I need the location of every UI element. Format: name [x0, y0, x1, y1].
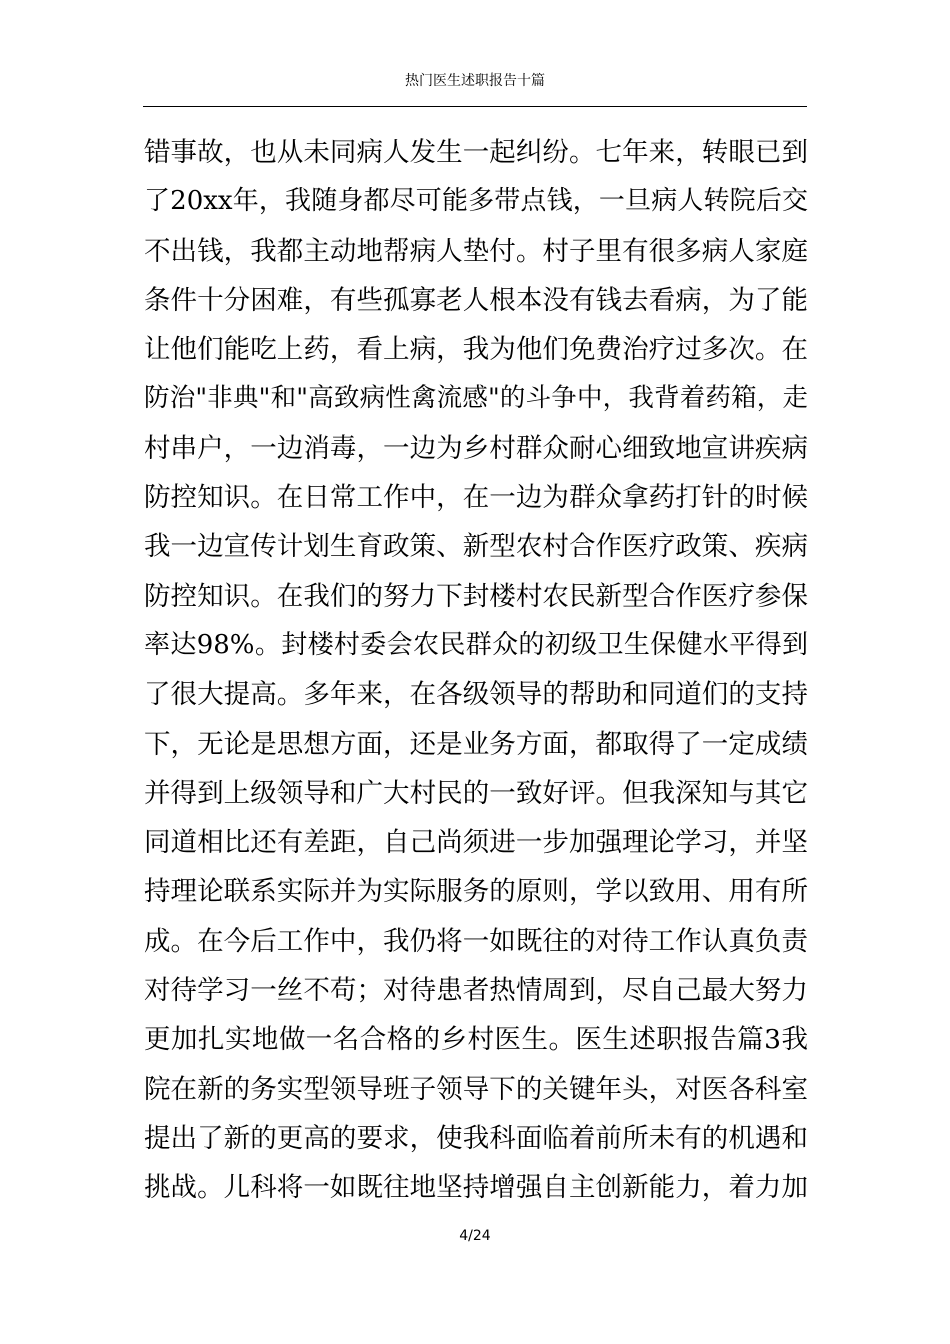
text-line: 同道相比还有差距，自己尚须进一步加强理论学习，并坚: [144, 827, 808, 859]
text-line: 条件十分困难，有些孤寡老人根本没有钱去看病，为了能: [144, 284, 808, 316]
text-line: 成。在今后工作中，我仍将一如既往的对待工作认真负责: [144, 925, 808, 957]
text-line: 并得到上级领导和广大村民的一致好评。但我深知与其它: [144, 777, 808, 809]
text-line: 率达98%。封楼村委会农民群众的初级卫生保健水平得到: [144, 629, 808, 660]
document-body: [144, 128, 808, 1213]
text-line: 我一边宣传计划生育政策、新型农村合作医疗政策、疾病: [144, 531, 808, 563]
text-line: 防控知识。在我们的努力下封楼村农民新型合作医疗参保: [144, 580, 808, 612]
header-divider: [143, 106, 807, 107]
text-line: 让他们能吃上药，看上病，我为他们免费治疗过多次。在: [144, 334, 808, 366]
text-line: 院在新的务实型领导班子领导下的关键年头，对医各科室: [144, 1073, 808, 1105]
text-line: 防治"非典"和"高致病性禽流感"的斗争中，我背着药箱，走: [144, 383, 808, 414]
text-line: 错事故，也从未同病人发生一起纠纷。七年来，转眼已到: [144, 137, 808, 168]
text-line: 下，无论是思想方面，还是业务方面，都取得了一定成绩: [144, 728, 808, 760]
text-line: 防控知识。在日常工作中，在一边为群众拿药打针的时候: [144, 482, 808, 514]
text-line: 不出钱，我都主动地帮病人垫付。村子里有很多病人家庭: [144, 235, 808, 267]
page-header-title: 热门医生述职报告十篇: [405, 73, 545, 89]
text-line: 持理论联系实际并为实际服务的原则，学以致用、用有所: [144, 876, 808, 908]
page-number: 4/24: [459, 1228, 491, 1244]
text-line: 了20xx年，我随身都尽可能多带点钱，一旦病人转院后交: [144, 186, 808, 217]
text-line: 对待学习一丝不苟；对待患者热情周到，尽自己最大努力: [144, 975, 808, 1007]
text-line: 更加扎实地做一名合格的乡村医生。医生述职报告篇3我: [144, 1024, 808, 1056]
text-line: 提出了新的更高的要求，使我科面临着前所未有的机遇和: [144, 1122, 808, 1154]
text-line: 了很大提高。多年来，在各级领导的帮助和同道们的支持: [144, 679, 808, 711]
text-line: 挑战。儿科将一如既往地坚持增强自主创新能力，着力加: [144, 1172, 808, 1204]
text-line: 村串户，一边消毒，一边为乡村群众耐心细致地宣讲疾病: [144, 432, 808, 464]
